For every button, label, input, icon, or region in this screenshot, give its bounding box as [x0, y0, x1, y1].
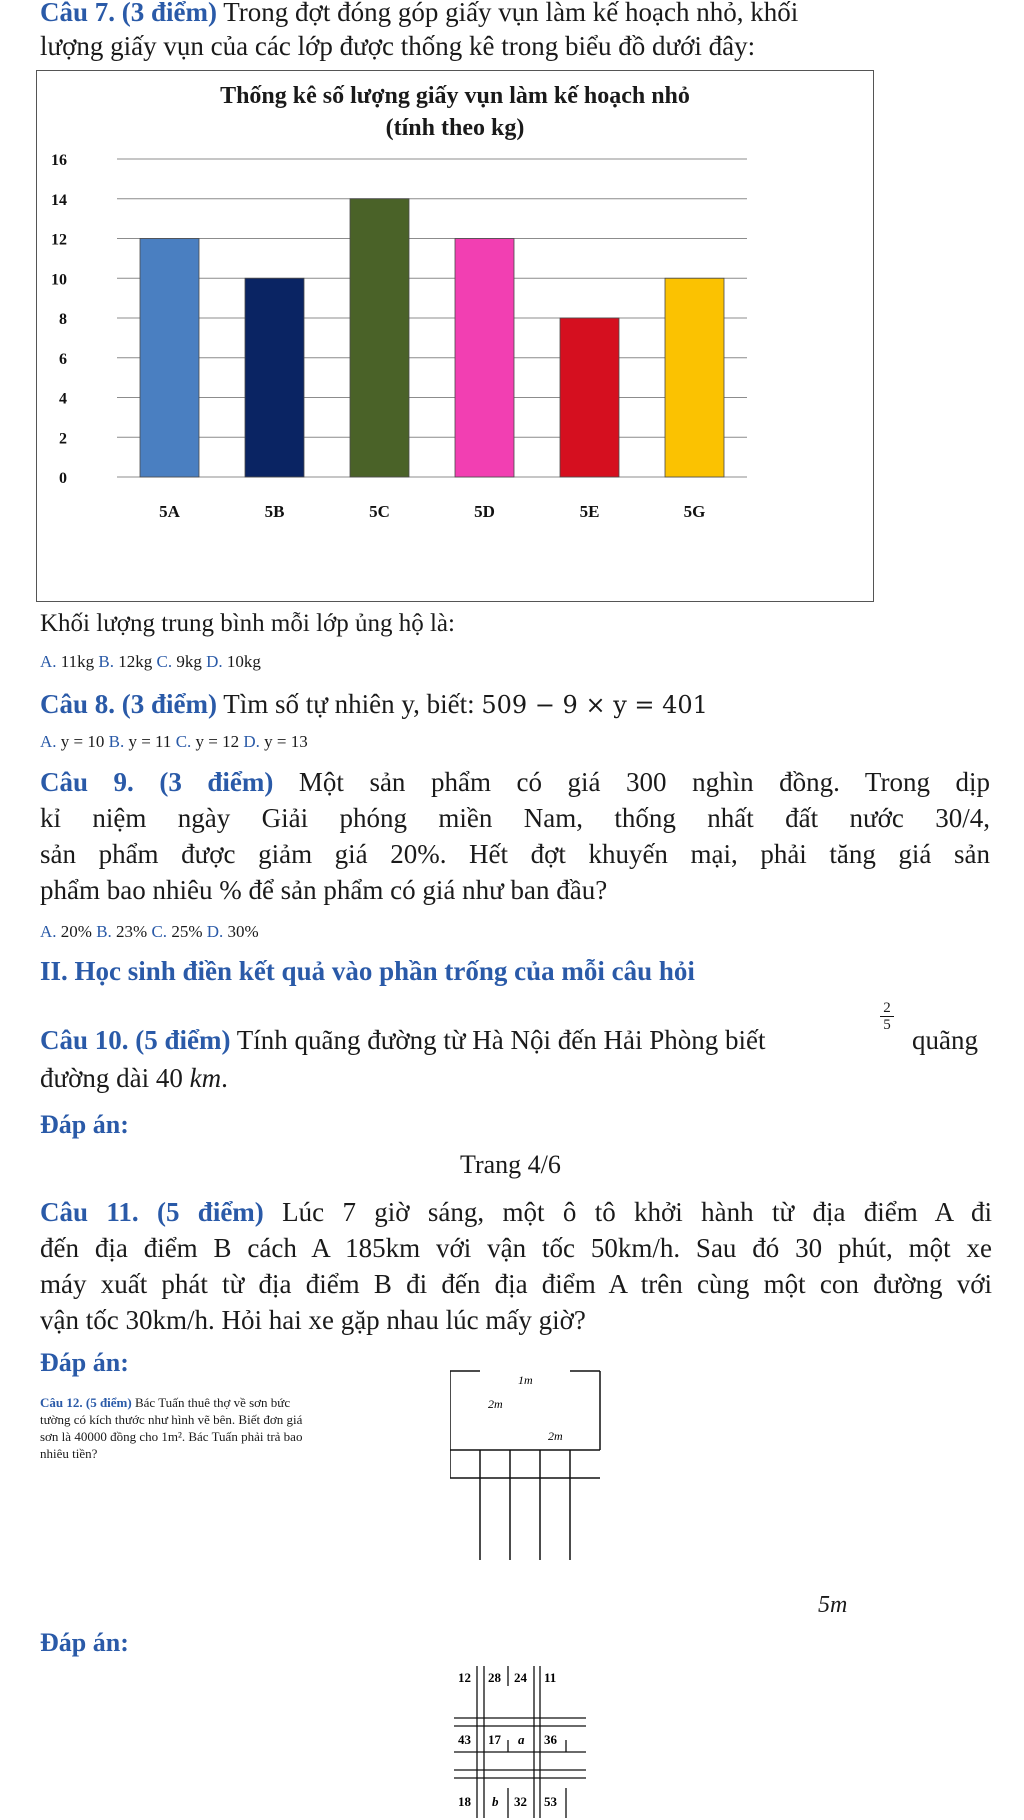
- q9-option-0-letter: A.: [40, 922, 61, 941]
- chart-plot: [37, 71, 873, 601]
- q7-option-0-value: 11kg: [60, 652, 99, 671]
- x-label-5B: 5B: [264, 502, 285, 521]
- q12-line1: Bác Tuấn thuê thợ về sơn bức: [131, 1395, 291, 1410]
- q9-option-0-value: 20%: [60, 922, 97, 941]
- bar-5C: [350, 199, 409, 477]
- q12-line3: sơn là 40000 đồng cho 1m². Bác Tuấn phải trả bao: [40, 1429, 303, 1444]
- q8-text: [40, 688, 708, 722]
- grid-r1-c1: 12: [458, 1670, 471, 1685]
- q7-text: [40, 0, 990, 29]
- fraction-denominator: 5: [880, 1016, 894, 1033]
- q7-option-2-letter: C.: [156, 652, 177, 671]
- grid-r2-c4: 36: [544, 1732, 557, 1747]
- q7-option-3-letter: D.: [206, 652, 227, 671]
- y-tick-label: 6: [59, 350, 67, 368]
- bar-5D: [455, 239, 514, 478]
- q11-line2: đến địa điểm B cách A 185km với vận tốc 50km/h. Sau đó 30 phút, một xe: [40, 1233, 992, 1263]
- grid-r3-c1: 18: [458, 1794, 471, 1809]
- y-tick-label: 4: [59, 390, 67, 408]
- q7-line2: lượng giấy vụn của các lớp được thống kê trong biểu đồ dưới đây:: [40, 31, 756, 61]
- q9-option-2-value: 25%: [171, 922, 207, 941]
- dim-bottom: 5m: [818, 1592, 848, 1618]
- grid-r3-c3: 32: [514, 1794, 527, 1809]
- x-label-5G: 5G: [683, 502, 706, 521]
- grid-r3-c2: b: [492, 1794, 499, 1809]
- q12-answer-label: Đáp án:: [40, 1628, 129, 1657]
- q9-line1: Một sản phẩm có giá 300 nghìn đồng. Trong dịp: [273, 767, 990, 797]
- fraction-numerator: 2: [883, 1000, 891, 1016]
- y-tick-label: 10: [51, 271, 67, 289]
- q7-prefix: Câu 7. (3 điểm): [40, 0, 217, 27]
- q8-option-0-letter: A.: [40, 732, 61, 751]
- q7-options: [40, 652, 261, 672]
- q8-prefix: Câu 8. (3 điểm): [40, 689, 217, 719]
- q10-line1: Tính quãng đường từ Hà Nội đến Hải Phòng biết: [230, 1025, 766, 1055]
- wall-diagram: [450, 1370, 620, 1570]
- q9-option-1-letter: B.: [96, 922, 117, 941]
- q10-line2-text: đường dài 40: [40, 1063, 190, 1093]
- grid-r2-c3: a: [518, 1732, 525, 1747]
- chart-title: Thống kê số lượng giấy vụn làm kế hoạch nhỏ: [220, 83, 690, 109]
- y-tick-label: 14: [51, 191, 67, 209]
- q9-option-1-value: 23%: [116, 922, 152, 941]
- q9-line3: sản phẩm được giảm giá 20%. Hết đợt khuyến mại, phải tăng giá sản: [40, 839, 990, 869]
- q7-line1: Trong đợt đóng góp giấy vụn làm kế hoạch nhỏ, khối: [217, 0, 799, 27]
- q12-line1-wrap: [40, 1394, 460, 1411]
- q10-answer-label: Đáp án:: [40, 1110, 129, 1139]
- q9-line2: kỉ niệm ngày Giải phóng miền Nam, thống nhất đất nước 30/4,: [40, 803, 990, 833]
- q8-option-2-value: y = 12: [195, 732, 244, 751]
- dim-right: 2m: [548, 1429, 563, 1443]
- x-label-5E: 5E: [579, 502, 600, 521]
- grid-r2-c2: 17: [488, 1732, 501, 1747]
- q12-prefix: Câu 12. (5 điểm): [40, 1395, 132, 1410]
- y-tick-label: 8: [59, 311, 67, 328]
- bar-5E: [560, 318, 619, 477]
- q9-option-3-letter: D.: [206, 922, 228, 941]
- y-tick-label: 2: [59, 430, 67, 448]
- q8-option-1-value: y = 11: [128, 732, 176, 751]
- q11-answer-label: Đáp án:: [40, 1348, 129, 1377]
- bar-5B: [245, 278, 304, 477]
- x-label-5D: 5D: [474, 502, 495, 521]
- q12-line4: nhiêu tiền?: [40, 1446, 98, 1461]
- bar-chart: [36, 70, 874, 602]
- bar-5G: [665, 278, 724, 477]
- grid-r1-c4: 11: [544, 1670, 557, 1685]
- q11-line3: máy xuất phát từ địa điểm B đi đến địa điểm A trên cùng một con đường với: [40, 1269, 992, 1299]
- dim-top: 1m: [518, 1373, 533, 1387]
- q8-option-3-value: y = 13: [264, 732, 308, 751]
- chart-subtitle: (tính theo kg): [385, 115, 525, 141]
- q7-option-1-letter: B.: [98, 652, 119, 671]
- q7-option-1-value: 12kg: [118, 652, 157, 671]
- grid-r1-c2: 28: [488, 1670, 501, 1685]
- q12-line2: tường có kích thước như hình vẽ bên. Biết đơn giá: [40, 1412, 303, 1427]
- page-number: Trang 4/6: [460, 1150, 561, 1179]
- q10-prefix: Câu 10. (5 điểm): [40, 1025, 231, 1055]
- q9-options: [40, 922, 259, 942]
- q7-option-2-value: 9kg: [176, 652, 207, 671]
- q8-body: Tìm số tự nhiên y, biết:: [217, 689, 482, 719]
- q11-line1-wrap: [40, 1196, 992, 1229]
- q10-fraction: [880, 1000, 894, 1033]
- q9-option-2-letter: C.: [151, 922, 172, 941]
- grid-r3-c4: 53: [544, 1794, 557, 1809]
- y-tick-label: 16: [51, 152, 67, 169]
- q8-option-3-letter: D.: [243, 732, 265, 751]
- q8-option-1-letter: B.: [108, 732, 129, 751]
- q7-question: Khối lượng trung bình mỗi lớp ủng hộ là:: [40, 610, 455, 637]
- q11-line4: vận tốc 30km/h. Hỏi hai xe gặp nhau lúc mấy giờ?: [40, 1305, 586, 1335]
- q10-unit: km: [189, 1063, 222, 1093]
- q8-equation: 509 − 9 × y = 401: [481, 691, 708, 719]
- grid-r2-c1: 43: [458, 1732, 471, 1747]
- x-label-5C: 5C: [369, 502, 390, 521]
- q12-text: [40, 1394, 460, 1462]
- q10-text: [40, 1024, 860, 1057]
- y-tick-label: 12: [51, 231, 67, 249]
- q8-option-2-letter: C.: [175, 732, 196, 751]
- q10-line2: đường dài 40 km.: [40, 1063, 228, 1093]
- bar-5A: [140, 239, 199, 478]
- q10-after: quãng: [912, 1025, 978, 1055]
- q9-line4: phẩm bao nhiêu % để sản phẩm có giá như ban đầu?: [40, 875, 608, 905]
- q9-prefix: Câu 9. (3 điểm): [40, 767, 274, 797]
- section2-heading: II. Học sinh điền kết quả vào phần trống của mỗi câu hỏi: [40, 956, 695, 986]
- q8-options: [40, 732, 308, 752]
- grid-r1-c3: 24: [514, 1670, 527, 1685]
- q11-prefix: Câu 11. (5 điểm): [40, 1197, 264, 1227]
- dim-left: 2m: [488, 1397, 503, 1411]
- q9-line1-wrap: [40, 766, 990, 799]
- y-tick-label: 0: [59, 470, 67, 487]
- number-grid: [452, 1658, 592, 1820]
- q8-option-0-value: y = 10: [60, 732, 109, 751]
- q11-line1: Lúc 7 giờ sáng, một ô tô khởi hành từ địa điểm A đi: [263, 1197, 992, 1227]
- q7-option-0-letter: A.: [40, 652, 61, 671]
- x-label-5A: 5A: [159, 502, 180, 521]
- q9-option-3-value: 30%: [227, 922, 259, 941]
- q7-option-3-value: 10kg: [226, 652, 261, 671]
